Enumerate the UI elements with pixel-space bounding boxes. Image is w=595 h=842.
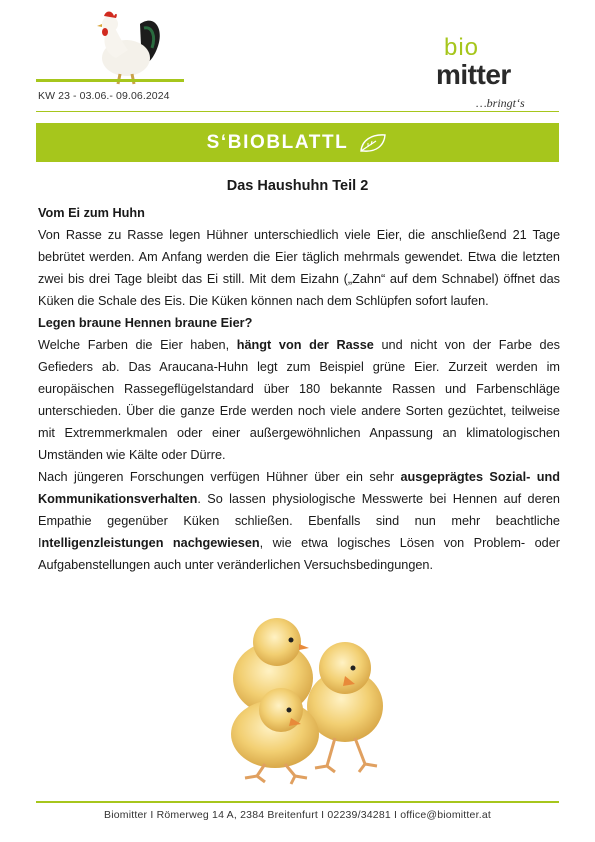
header-accent-line bbox=[36, 79, 184, 82]
leaf-icon bbox=[358, 132, 388, 154]
bold-phrase: hängt von der Rasse bbox=[236, 338, 374, 352]
article-title: Das Haushuhn Teil 2 bbox=[226, 178, 369, 194]
footer-contact: Biomitter I Römerweg 14 A, 2384 Breitenfurt I 02239/34281 I office@biomitter.at bbox=[104, 809, 491, 821]
newsletter-title: S‘BIOBLATTL bbox=[206, 131, 349, 153]
logo-bio-text: bio bbox=[444, 34, 480, 61]
section-paragraph: Nach jüngeren Forschungen verfügen Hühner über ein sehr ausgeprägtes Sozial- und Kommunikationsverhalten. So lassen physiologische Messwerte bei Hennen auf deren Empathie gegenüber Küken schließen. Ebenfalls sind nun mehr beachtliche Intelligenzleistungen nachgewiesen, wie etwa logisches Lösen von Problem- oder Aufgabenstellungen auch unter veränderlichen Versuchsbedingungen. bbox=[38, 470, 560, 572]
header-divider bbox=[36, 111, 559, 112]
logo-mitter-text: mitter bbox=[436, 59, 511, 90]
section-heading: Legen braune Hennen braune Eier? bbox=[38, 316, 253, 330]
footer-divider bbox=[36, 801, 559, 803]
biomitter-logo bbox=[436, 36, 546, 116]
rooster-image bbox=[92, 6, 166, 86]
section-paragraph: Von Rasse zu Rasse legen Hühner unterschiedlich viele Eier, die anschließend 21 Tage bebrütet werden. Am Anfang werden die Eier täglich mehrmals gewendet. Etwa die letzten zwei bis drei Tage bleibt das Ei still. Mit dem Eizahn („Zahn“ auf dem Schnabel) öffnet das Küken die Schale des Eis. Die Küken können nach dem Schlüpfen sofort laufen. bbox=[38, 228, 560, 308]
calendar-week-label: KW 23 - 03.06.- 09.06.2024 bbox=[38, 90, 170, 102]
section-heading: Vom Ei zum Huhn bbox=[38, 206, 145, 220]
article-body bbox=[38, 202, 560, 576]
section-paragraph: Welche Farben die Eier haben, hängt von der Rasse und nicht von der Farbe des Gefieders ab. Das Araucana-Huhn legt zum Beispiel grüne Eier. Zurzeit werden im europäischen Rassegeflügelstandard über 180 bekannte Rassen und Farbenschläge unterschieden. Über die ganze Erde werden noch viele andere Sorten gezüchtet, teilweise mit Extremmerkmalen oder einer außergewöhnlichen Anpassung an klimatologischen Umständen wie Kälte oder Dürre. bbox=[38, 338, 561, 462]
bold-phrase: ausgeprägtes Sozial- und Kommunikationsverhalten bbox=[38, 470, 560, 506]
logo-tagline: …bringt‘s bbox=[476, 96, 525, 110]
chicks-image bbox=[195, 606, 395, 786]
newsletter-banner bbox=[36, 123, 559, 162]
bold-phrase: ntelligenzleistungen nachgewiesen bbox=[41, 536, 260, 550]
